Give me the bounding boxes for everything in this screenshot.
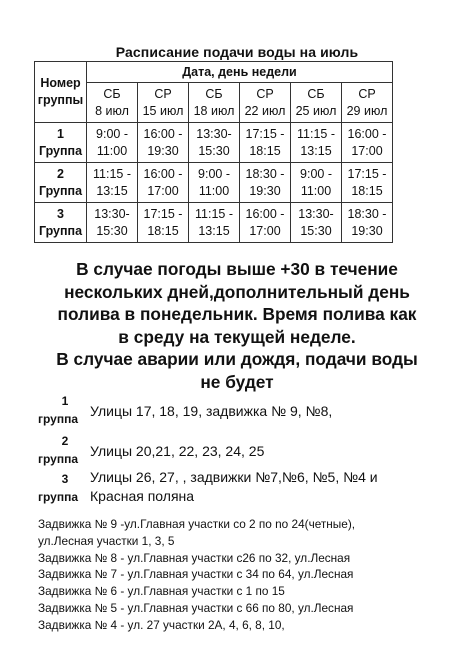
day-of-week: СБ — [205, 86, 223, 101]
time-end: 19:30 — [147, 143, 179, 158]
group-streets: Улицы 20,21, 22, 23, 24, 25 — [90, 443, 265, 459]
time-start: 11:15 - — [297, 126, 335, 141]
time-end: 11:00 — [300, 183, 332, 198]
time-cell — [189, 123, 240, 163]
time-end: 18:15 — [249, 143, 281, 158]
time-end: 17:00 — [147, 183, 179, 198]
notice-line: полива в понедельник. Время полива как — [57, 304, 417, 324]
date-header: Дата, день недели — [87, 62, 393, 83]
time-end: 19:30 — [249, 183, 281, 198]
group-number: 3 — [61, 472, 69, 486]
group-number-header — [35, 62, 87, 123]
time-end: 11:00 — [198, 183, 230, 198]
time-cell — [189, 203, 240, 243]
group-word: группа — [38, 452, 79, 466]
day-of-week: СБ — [103, 86, 121, 101]
valve-line: Задвижка № 9 -ул.Главная участки со 2 по no 24(четные), — [38, 517, 356, 531]
time-cell — [138, 123, 189, 163]
valve-line: Задвижка № 5 - ул.Главная участки с 66 по 80, ул.Лесная — [38, 600, 354, 615]
page-title: Расписание подачи воды на июль — [115, 44, 359, 60]
time-end: 15:30 — [300, 223, 332, 238]
time-start: 17:15 - — [245, 126, 285, 141]
notice-line: нескольких дней,дополнительный день — [64, 281, 410, 302]
time-end: 18:15 — [147, 223, 179, 238]
time-start: 16:00 - — [347, 126, 387, 141]
time-cell — [342, 203, 393, 243]
time-end: 11:00 — [96, 143, 128, 158]
group-label: Группа — [38, 183, 83, 198]
group-number: 1 — [57, 126, 64, 141]
day-date: 18 июл — [193, 103, 235, 118]
time-cell — [291, 163, 342, 203]
time-start: 13:30- — [196, 126, 232, 141]
group-streets: Улицы 26, 27, , задвижки №7,№6, №5, №4 и — [90, 469, 378, 485]
group-word: группа — [38, 490, 79, 504]
schedule-table — [34, 61, 393, 243]
notice-line: в среду на текущей неделе. — [118, 326, 356, 347]
day-header — [189, 83, 240, 123]
time-end: 15:30 — [198, 143, 230, 158]
group-label-cell — [35, 123, 87, 163]
time-end: 19:30 — [351, 223, 383, 238]
day-header — [342, 83, 393, 123]
group-number: 2 — [57, 166, 64, 181]
day-date: 29 июл — [346, 103, 388, 118]
time-end: 17:00 — [351, 143, 383, 158]
group-number: 3 — [57, 206, 64, 221]
valve-line: Задвижка № 6 - ул.Главная участки с 1 по 15 — [38, 584, 285, 599]
time-cell — [138, 163, 189, 203]
time-start: 13:30- — [298, 206, 334, 221]
notice-line: не будет — [200, 371, 274, 392]
notice-line: В случае аварии или дождя, подачи воды — [56, 349, 418, 369]
valves-list — [38, 516, 458, 634]
time-end: 13:15 — [300, 143, 332, 158]
day-header — [240, 83, 291, 123]
time-start: 18:30 - — [245, 166, 285, 181]
time-cell — [342, 123, 393, 163]
table-row — [35, 203, 393, 243]
time-cell — [342, 163, 393, 203]
valve-line: Задвижка № 8 - ул.Главная участки с26 по 32, ул.Лесная — [38, 550, 351, 565]
valve-line: Задвижка № 7 - ул.Главная участки с 34 по 64, ул.Лесная — [38, 567, 354, 582]
time-start: 9:00 - — [300, 166, 332, 181]
time-start: 11:15 - — [195, 206, 233, 221]
group-label-cell — [35, 163, 87, 203]
time-cell — [138, 203, 189, 243]
time-cell — [240, 123, 291, 163]
day-header — [291, 83, 342, 123]
time-start: 17:15 - — [143, 206, 183, 221]
group-word: группа — [38, 412, 79, 426]
group-header-line1: Номер — [40, 76, 81, 90]
day-of-week: СР — [256, 86, 274, 101]
time-end: 17:00 — [249, 223, 281, 238]
day-date: 22 июл — [244, 103, 286, 118]
time-cell — [291, 123, 342, 163]
time-cell — [240, 163, 291, 203]
group-label: Группа — [38, 223, 83, 238]
group-streets: Улицы 17, 18, 19, задвижка № 9, №8, — [90, 403, 333, 419]
notice-block — [20, 258, 454, 393]
time-start: 17:15 - — [347, 166, 387, 181]
group-label-cell — [35, 203, 87, 243]
day-of-week: СБ — [307, 86, 325, 101]
time-start: 16:00 - — [143, 126, 183, 141]
time-end: 18:15 — [351, 183, 383, 198]
day-date: 15 июл — [142, 103, 184, 118]
table-row — [35, 123, 393, 163]
valve-line: Задвижка № 4 - ул. 27 участки 2А, 4, 6, 8, 10, — [38, 617, 285, 632]
group-streets-cont: Красная поляна — [90, 488, 195, 504]
time-cell — [87, 163, 138, 203]
time-start: 18:30 - — [347, 206, 387, 221]
time-start: 9:00 - — [96, 126, 128, 141]
time-cell — [87, 203, 138, 243]
valve-line: ул.Лесная участки 1, 3, 5 — [38, 533, 175, 548]
time-cell — [87, 123, 138, 163]
day-header — [87, 83, 138, 123]
time-cell — [240, 203, 291, 243]
time-start: 16:00 - — [245, 206, 285, 221]
time-cell — [291, 203, 342, 243]
day-date: 8 июл — [95, 103, 129, 118]
group-header-line2: группы — [37, 93, 84, 107]
table-row — [35, 163, 393, 203]
time-end: 13:15 — [198, 223, 230, 238]
day-of-week: СР — [154, 86, 172, 101]
day-of-week: СР — [358, 86, 376, 101]
group-number: 2 — [61, 434, 69, 448]
time-start: 16:00 - — [143, 166, 183, 181]
group-number: 1 — [61, 394, 69, 408]
time-start: 13:30- — [94, 206, 130, 221]
time-start: 11:15 - — [93, 166, 131, 181]
notice-line: В случае погоды выше +30 в течение — [76, 259, 398, 279]
time-end: 13:15 — [96, 183, 128, 198]
time-cell — [189, 163, 240, 203]
day-header — [138, 83, 189, 123]
time-start: 9:00 - — [198, 166, 230, 181]
time-end: 15:30 — [96, 223, 128, 238]
group-label: Группа — [38, 143, 83, 158]
day-date: 25 июл — [295, 103, 337, 118]
